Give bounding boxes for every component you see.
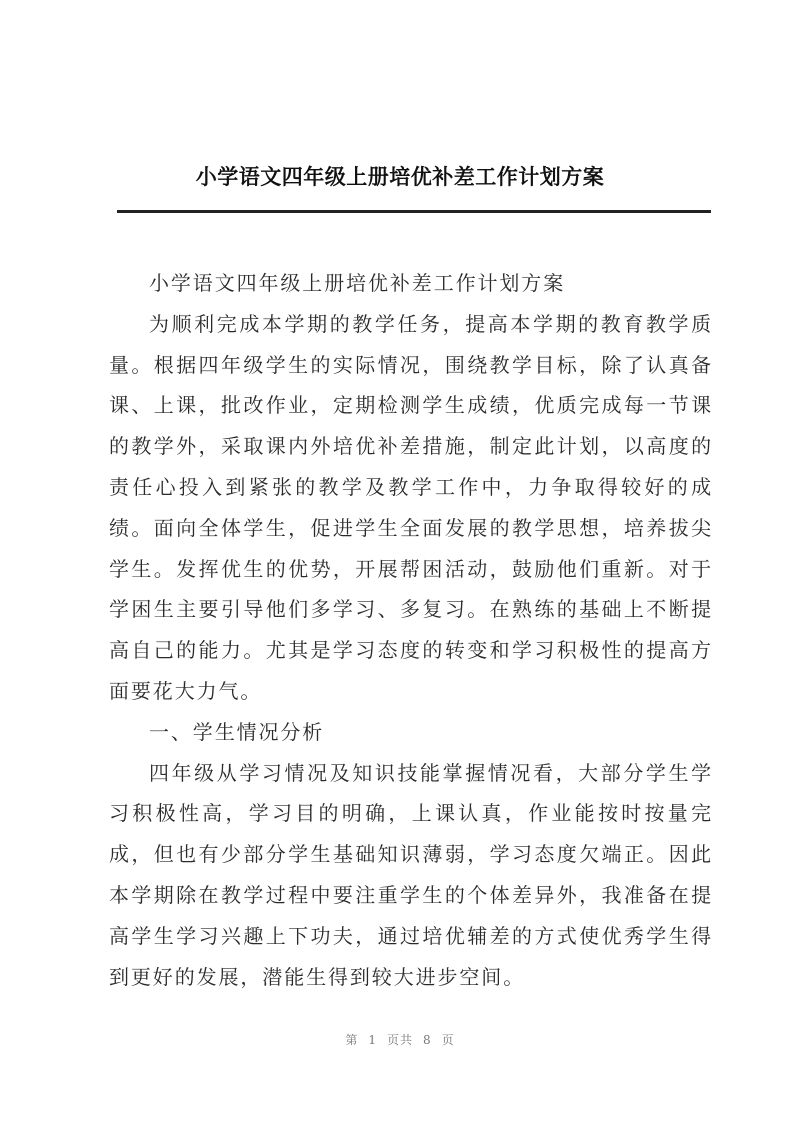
footer-current-page: 1: [368, 1033, 377, 1047]
title-underline: [117, 210, 711, 213]
intro-paragraph: 为顺利完成本学期的教学任务，提高本学期的教育教学质量。根据四年级学生的实际情况，围绕教学目标，除了认真备课、上课，批改作业，定期检测学生成绩，优质完成每一节课的教学外，采取课内外培优补差措施，制定此计划，以高度的责任心投入到紧张的教学及教学工作中，力争取得较好的成绩。面向全体学生，促进学生全面发展的教学思想，培养拔尖学生。发挥优生的优势，开展帮困活动，鼓励他们重新。对于学困生主要引导他们多学习、多复习。在熟练的基础上不断提高自己的能力。尤其是学习态度的转变和学习积极性的提高方面要花大力气。: [109, 311, 713, 703]
body-heading-paragraph: 小学语文四年级上册培优补差工作计划方案: [149, 271, 566, 295]
footer-suffix: 页: [441, 1033, 455, 1047]
document-body: [109, 263, 713, 997]
footer-prefix: 第: [345, 1033, 359, 1047]
page-footer: [0, 1031, 800, 1048]
student-analysis-paragraph: 四年级从学习情况及知识技能掌握情况看，大部分学生学习积极性高，学习目的明确，上课认真，作业能按时按量完成，但也有少部分学生基础知识薄弱，学习态度欠端正。因此本学期除在教学过程中要注重学生的个体差异外，我准备在提高学生学习兴趣上下功夫，通过培优辅差的方式使优秀学生得到更好的发展，潜能生得到较大进步空间。: [109, 760, 713, 989]
footer-middle: 页共: [386, 1033, 413, 1047]
footer-total-pages: 8: [423, 1033, 432, 1047]
section-heading-student-analysis: 一、学生情况分析: [149, 719, 325, 744]
document-title: 小学语文四年级上册培优补差工作计划方案: [195, 164, 605, 189]
